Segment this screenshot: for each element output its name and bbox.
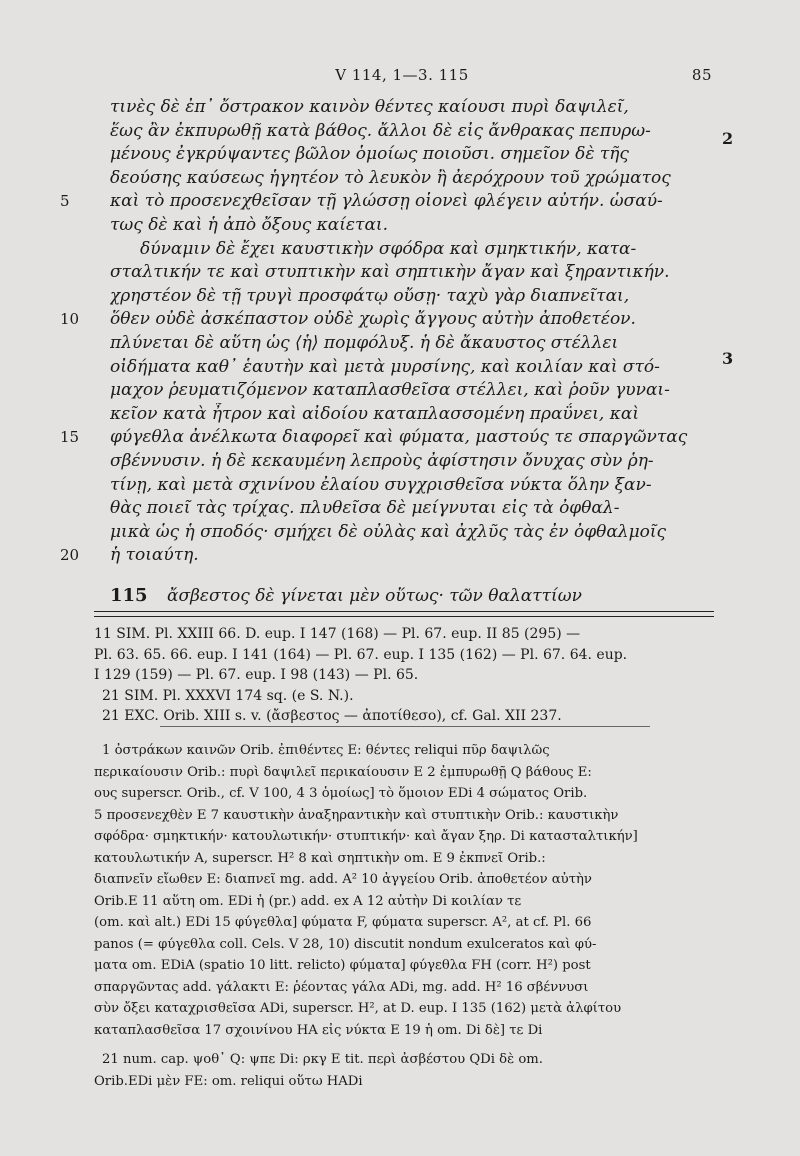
apparatus-rule [160,726,650,727]
text-line: οἰδήματα καθ᾽ ἑαυτὴν καὶ μετὰ μυρσίνης, καὶ κοιλίαν καὶ στό- [110,357,660,377]
margin-number-3: 3 [722,349,734,368]
text-line: καὶ τὸ προσενεχθεῖσαν τῇ γλώσσῃ οἱονεὶ φλέγειν αὐτήν. ὡσαύ- [110,191,663,211]
apparatus-line: καταπλασθεῖσα 17 σχοινίνου HA εἰς νύκτα E 19 ἡ om. Di δὲ] τε Di [94,1022,543,1038]
testimonia-line: 21 SIM. Pl. XXXVI 174 sq. (e S. N.). [102,687,354,704]
line-number: 10 [60,310,80,328]
apparatus-line: Orib.EDi μὲν FE: om. reliqui οὕτω HADi [94,1073,363,1089]
text-line: ἡ τοιαύτη. [110,545,199,565]
testimonia [94,624,714,727]
text-line: θὰς ποιεῖ τὰς τρίχας. πλυθεῖσα δὲ μείγνυται εἰς τὰ ὀφθαλ- [110,498,620,518]
text-line: χρηστέον δὲ τῇ τρυγὶ προσφάτῳ οὔσῃ· ταχὺ γὰρ διαπνεῖται, [110,286,630,306]
apparatus-line: 1 ὀστράκων καινῶν Orib. ἐπιθέντες E: θέντες reliqui πῦρ δαψιλῶς [102,743,550,758]
section-115-line [110,585,714,607]
apparatus-line: (om. καὶ alt.) EDi 15 φύγεθλα] φύματα F, φύματα superscr. A², at cf. Pl. 66 [94,915,592,930]
apparatus-gap [94,1041,718,1049]
apparatus-line: ματα om. EDiA (spatio 10 litt. relicto) φύματα] φύγεθλα FH (corr. H²) post [94,958,591,973]
text-line: ἕως ἂν ἐκπυρωθῇ κατὰ βάθος. ἄλλοι δὲ εἰς ἄνθρακας πεπυρω- [110,121,651,141]
section-text: ἄσβεστος δὲ γίνεται μὲν οὕτως· τῶν θαλαττίων [166,586,582,606]
testimonia-line: 11 SIM. Pl. XXIII 66. D. eup. I 147 (168) — Pl. 67. eup. II 85 (295) — [94,626,581,642]
text-line: κεῖον κατὰ ἦτρον καὶ αἰδοίου καταπλασσομένη πραΰνει, καὶ [110,404,640,424]
apparatus-line: 5 προσενεχθὲν E 7 καυστικὴν ἀναξηραντικὴν καὶ στυπτικὴν Orib.: καυστικὴν [94,807,619,823]
apparatus-line: Orib.E 11 αὕτη om. EDi ἡ (pr.) add. ex A 12 αὐτὴν Di κοιλίαν τε [94,893,522,909]
apparatus-line: περικαίουσιν Orib.: πυρὶ δαψιλεῖ περικαίουσιν E 2 ἐμπυρωθῇ Q βάθους E: [94,764,592,780]
margin-number-2: 2 [722,129,734,148]
text-line: ὅθεν οὐδὲ ἀσκέπαστον οὐδὲ χωρὶς ἄγγους αὐτὴν ἀποθετέον. [110,309,636,329]
page-number: 85 [691,66,712,84]
text-line: σβέννυσιν. ἡ δὲ κεκαυμένη λεπροὺς ἀφίστησιν ὄνυχας σὺν ῥη- [110,451,654,471]
rule-bottom [94,616,714,617]
testimonia-line: 21 EXC. Orib. XIII s. v. (ἄσβεστος — ἀποτίθεσο), cf. Gal. XII 237. [102,708,562,724]
apparatus-line: σὺν ὄξει καταχρισθεῖσα ADi, superscr. H², at D. eup. I 135 (162) μετὰ ἀλφίτου [94,1001,622,1016]
apparatus-line: διαπνεῖν εἴωθεν E: διαπνεῖ mg. add. A² 10 ἀγγείου Orib. ἀποθετέον αὐτὴν [94,872,592,887]
running-head-title: V 114, 1—3. 115 [335,66,469,84]
rule-top [94,611,714,612]
apparatus-line: σπαργῶντας add. γάλακτι E: ῥέοντας γάλα ADi, mg. add. H² 16 σβέννυσι [94,979,589,995]
line-number: 5 [60,192,70,210]
line-number: 15 [60,428,80,446]
text-line: μένους ἐγκρύψαντες βῶλον ὁμοίως ποιοῦσι. σημεῖον δὲ τῆς [110,144,629,164]
critical-apparatus [94,740,718,1092]
apparatus-line: κατουλωτικήν A, superscr. H² 8 καὶ σηπτικὴν om. E 9 ἐκπνεῖ Orib.: [94,850,546,866]
text-line: τινὲς δὲ ἐπ᾽ ὄστρακον καινὸν θέντες καίουσι πυρὶ δαψιλεῖ, [110,97,629,117]
testimonia-line: I 129 (159) — Pl. 67. eup. I 98 (143) — Pl. 65. [94,667,419,683]
apparatus-line: σφόδρα· σμηκτικήν· κατουλωτικήν· στυπτικήν· καὶ ἄγαν ξηρ. Di κατασταλτικήν] [94,829,638,844]
text-line: μαχον ῥευματιζόμενον καταπλασθεῖσα στέλλει, καὶ ῥοῦν γυναι- [110,380,670,400]
apparatus-line: panos (= φύγεθλα coll. Cels. V 28, 10) discutit nondum exulceratos καὶ φύ- [94,936,597,952]
text-line: μικὰ ὡς ἡ σποδός· σμήχει δὲ οὐλὰς καὶ ἀχλῦς τὰς ἐν ὀφθαλμοῖς [110,522,667,542]
line-number: 20 [60,546,80,564]
text-line: δεούσης καύσεως ἡγητέον τὸ λευκὸν ἢ ἀερόχρουν τοῦ χρώματος [110,168,671,188]
apparatus-line: ους superscr. Orib., cf. V 100, 4 3 ὁμοίως] τὸ ὅμοιον EDi 4 σώματος Orib. [94,786,588,801]
text-line: τίνῃ, καὶ μετὰ σχινίνου ἐλαίου συγχρισθεῖσα νύκτα ὅλην ξαν- [110,475,652,495]
testimonia-line: Pl. 63. 65. 66. eup. I 141 (164) — Pl. 67. eup. I 135 (162) — Pl. 67. 64. eup. [94,646,628,663]
text-line: δύναμιν δὲ ἔχει καυστικὴν σφόδρα καὶ σμηκτικήν, κατα- [140,239,637,259]
text-line: φύγεθλα ἀνέλκωτα διαφορεῖ καὶ φύματα, μαστούς τε σπαργῶντας [110,427,688,447]
apparatus-line: 21 num. cap. ψοθ᾽ Q: ψπε Di: ρκγ E tit. περὶ ἀσβέστου QDi δὲ om. [102,1052,543,1067]
text-line: πλύνεται δὲ αὕτη ὡς ⟨ἡ⟩ πομφόλυξ. ἡ δὲ ἄκαυστος στέλλει [110,333,619,353]
text-line: τως δὲ καὶ ἡ ἀπὸ ὄξους καίεται. [110,215,388,235]
section-number: 115 [110,585,148,606]
text-line: σταλτικήν τε καὶ στυπτικὴν καὶ σηπτικὴν ἄγαν καὶ ξηραντικήν. [110,262,670,282]
